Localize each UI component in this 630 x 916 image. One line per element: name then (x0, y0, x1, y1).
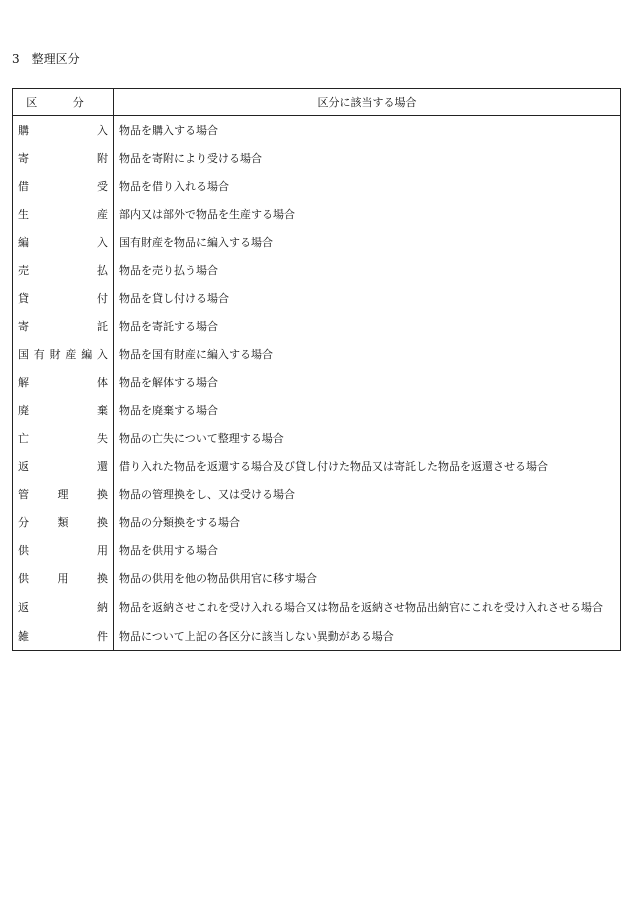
table-row (13, 424, 621, 452)
category-cell: 売 払 (13, 256, 114, 284)
header-description: 区分に該当する場合 (114, 89, 621, 116)
description-cell: 物品を返納させこれを受け入れる場合又は物品を返納させ物品出納官にこれを受け入れさせる場合 (114, 592, 621, 622)
description-cell: 借り入れた物品を返還する場合及び貸し付けた物品又は寄託した物品を返還させる場合 (114, 452, 621, 480)
header-category: 区 分 (13, 89, 114, 116)
table-row (13, 396, 621, 424)
table-header-row (13, 89, 621, 116)
table-row (13, 564, 621, 592)
table-row (13, 256, 621, 284)
table-row (13, 536, 621, 564)
category-cell: 寄 附 (13, 144, 114, 172)
table-row (13, 144, 621, 172)
category-cell: 借 受 (13, 172, 114, 200)
table-row (13, 480, 621, 508)
description-cell: 物品を購入する場合 (114, 116, 621, 145)
description-cell: 物品を寄託する場合 (114, 312, 621, 340)
description-cell: 物品を国有財産に編入する場合 (114, 340, 621, 368)
category-cell: 購 入 (13, 116, 114, 145)
category-cell: 亡 失 (13, 424, 114, 452)
description-cell: 物品の分類換をする場合 (114, 508, 621, 536)
category-cell: 供 用 (13, 536, 114, 564)
category-cell: 解 体 (13, 368, 114, 396)
category-cell: 貸 付 (13, 284, 114, 312)
category-cell: 寄 託 (13, 312, 114, 340)
description-cell: 物品を寄附により受ける場合 (114, 144, 621, 172)
description-cell: 国有財産を物品に編入する場合 (114, 228, 621, 256)
table-row (13, 592, 621, 622)
table-row (13, 172, 621, 200)
description-cell: 物品の供用を他の物品供用官に移す場合 (114, 564, 621, 592)
category-cell: 返 納 (13, 592, 114, 622)
category-cell: 管 理 換 (13, 480, 114, 508)
table-row (13, 452, 621, 480)
table-row (13, 284, 621, 312)
description-cell: 物品を借り入れる場合 (114, 172, 621, 200)
description-cell: 物品について上記の各区分に該当しない異動がある場合 (114, 622, 621, 651)
description-cell: 物品を貸し付ける場合 (114, 284, 621, 312)
table-row (13, 228, 621, 256)
table-row (13, 312, 621, 340)
table-row (13, 368, 621, 396)
description-cell: 物品を解体する場合 (114, 368, 621, 396)
table-row (13, 508, 621, 536)
table-row (13, 340, 621, 368)
category-cell: 廃 棄 (13, 396, 114, 424)
category-cell: 生 産 (13, 200, 114, 228)
section-number: 3 (12, 52, 20, 66)
section-title: 整理区分 (31, 52, 80, 66)
description-cell: 物品を供用する場合 (114, 536, 621, 564)
table-row (13, 116, 621, 145)
category-cell: 返 還 (13, 452, 114, 480)
description-cell: 物品の亡失について整理する場合 (114, 424, 621, 452)
category-cell: 国 有 財 産 編 入 (13, 340, 114, 368)
category-cell: 分 類 換 (13, 508, 114, 536)
description-cell: 物品を売り払う場合 (114, 256, 621, 284)
description-cell: 部内又は部外で物品を生産する場合 (114, 200, 621, 228)
description-cell: 物品の管理換をし、又は受ける場合 (114, 480, 621, 508)
description-cell: 物品を廃棄する場合 (114, 396, 621, 424)
table-row (13, 622, 621, 651)
category-cell: 供 用 換 (13, 564, 114, 592)
category-cell: 編 入 (13, 228, 114, 256)
section-heading (12, 52, 80, 66)
category-cell: 雑 件 (13, 622, 114, 651)
classification-table (12, 88, 621, 651)
table-row (13, 200, 621, 228)
